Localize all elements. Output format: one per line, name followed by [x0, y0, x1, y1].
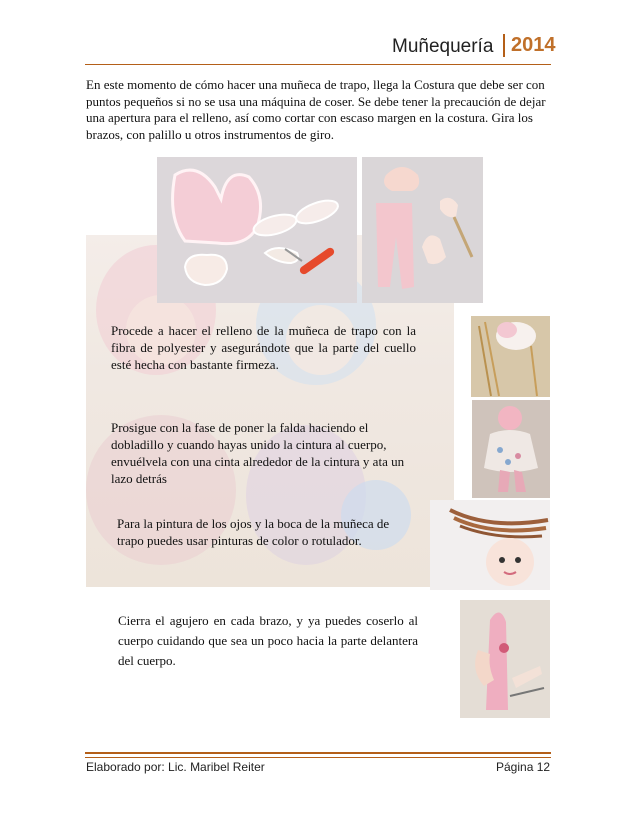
step-stuffing-text: Procede a hacer el relleno de la muñeca de trapo con la fibra de polyester y asegurándote que la parte del cuello esté hecha con bastante firmeza.	[111, 323, 416, 372]
step-skirt-text: Prosigue con la fase de poner la falda haciendo el dobladillo y cuando hayas unido la cintura al cuerpo, envuélvela con una cinta alrededor de la cintura y ata un lazo detrás	[111, 420, 405, 486]
header-divider	[85, 64, 551, 65]
header-year: 2014	[503, 34, 556, 57]
step-arm-attach-text: Cierra el agujero en cada brazo, y ya puedes coserlo al cuerpo cuidando que sea un poco hacia la parte delantera del cuerpo.	[118, 613, 418, 668]
photo-fabric-pieces	[157, 157, 357, 303]
header-title: Muñequería	[392, 36, 494, 57]
footer-divider	[85, 752, 551, 758]
footer-page-number: Página 12	[496, 760, 551, 774]
photo-doll-arm	[460, 600, 550, 718]
footer-author: Elaborado por: Lic. Maribel Reiter	[86, 760, 265, 774]
photo-doll-legs-arms	[362, 157, 483, 303]
photo-stuffing	[471, 316, 550, 397]
photo-doll-face	[430, 500, 550, 590]
intro-paragraph: En este momento de cómo hacer una muñeca de trapo, llega la Costura que debe ser con puntos pequeños si no se usa una máquina de coser. Se debe tener la precaución de dejar una apertura para el relleno, así como cortar con escaso margen en la costura. Gira los brazos, con palillo u otros instrumentos de giro.	[86, 77, 546, 142]
photo-doll-skirt	[472, 400, 550, 498]
step-face-paint-text: Para la pintura de los ojos y la boca de la muñeca de trapo puedes usar pinturas de color o rotulador.	[117, 516, 390, 548]
